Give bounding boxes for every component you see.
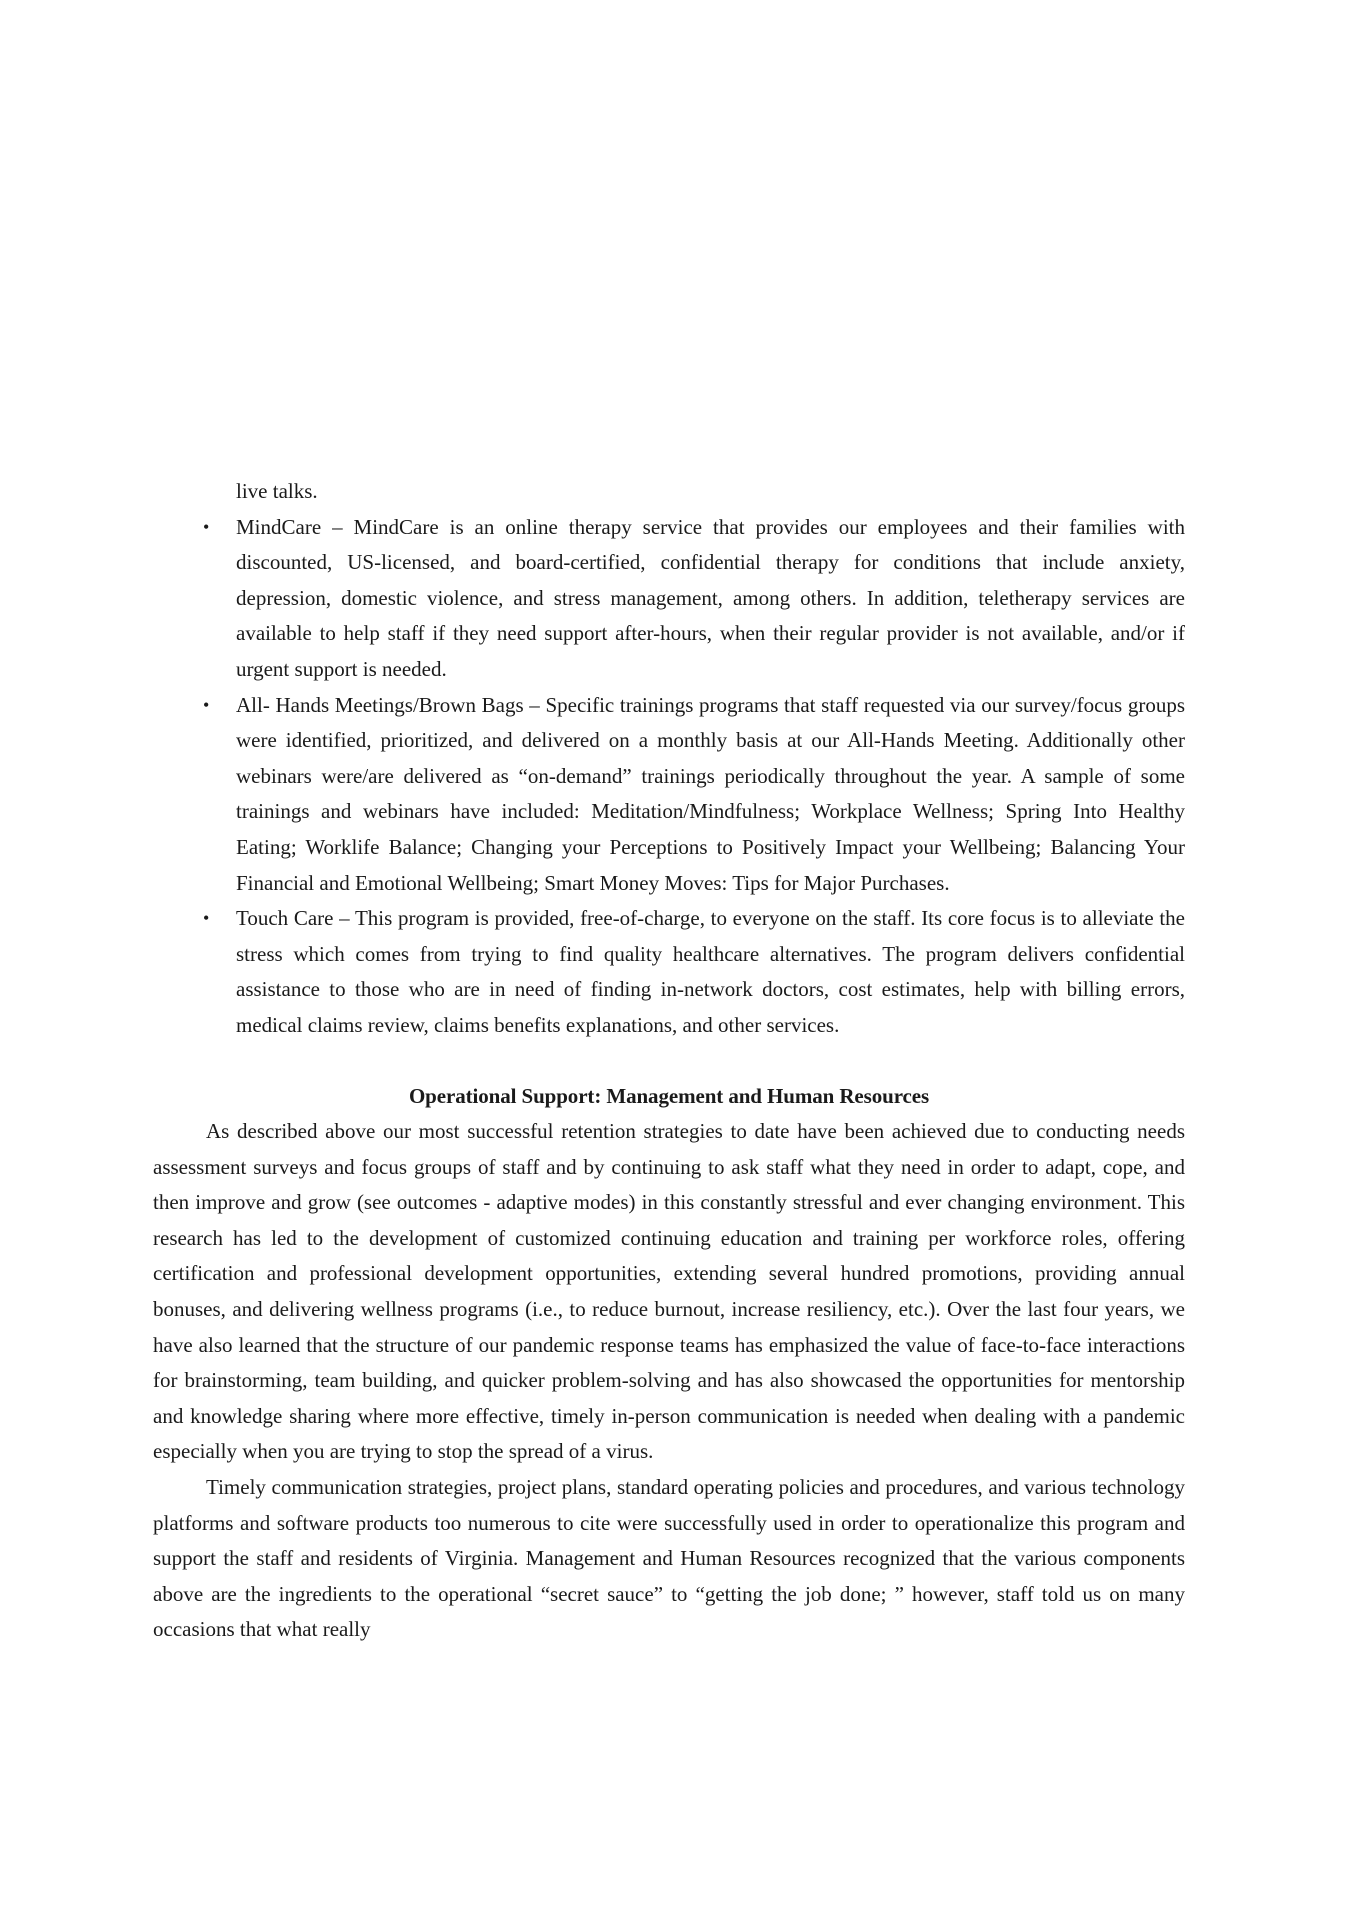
section-heading: Operational Support: Management and Human Resources [408, 1083, 930, 1108]
bullet-icon: • [203, 908, 210, 929]
program-bullet-list [153, 510, 1185, 1044]
body-paragraph-1: As described above our most successful retention strategies to date have been achieved due to conducting needs assessment surveys and focus groups of staff and by continuing to ask staff what they need in order to adapt, cope, and then improve and grow (see outcomes - adaptive modes) in this constantly stressful and ever changing environment. This research has led to the development of customized continuing education and training per workforce roles, offering certification and professional development opportunities, extending several hundred promotions, providing annual bonuses, and delivering wellness programs (i.e., to reduce burnout, increase resiliency, etc.). Over the last four years, we have also learned that the structure of our pandemic response teams has emphasized the value of face-to-face interactions for brainstorming, team building, and quicker problem-solving and has also showcased the opportunities for mentorship and knowledge sharing where more effective, timely in-person communication is needed when dealing with a pandemic especially when you are trying to stop the spread of a virus. [153, 1119, 1185, 1464]
continued-bullet-text: live talks. [236, 479, 318, 503]
bullet-icon: • [203, 694, 210, 715]
bullet-item-touch-care [153, 901, 1185, 1043]
bullet-icon: • [203, 516, 210, 537]
bullet-item-all-hands-meetings [153, 688, 1185, 902]
body-paragraph-2: Timely communication strategies, project plans, standard operating policies and procedures, and various technology platforms and software products too numerous to cite were successfully used in order to operationalize this program and support the staff and residents of Virginia. Management and Human Resources recognized that the various components above are the ingredients to the operational “secret sauce” to “getting the job done; ” however, staff told us on many occasions that what really [153, 1475, 1185, 1642]
bullet-text: MindCare – MindCare is an online therapy service that provides our employees and their families with discounted, US-licensed, and board-certified, confidential therapy for conditions that include anxiety, depression, domestic violence, and stress management, among others. In addition, teletherapy services are available to help staff if they need support after-hours, when their regular provider is not available, and/or if urgent support is needed. [236, 514, 1185, 681]
bullet-item-mindcare [153, 510, 1185, 688]
bullet-text: Touch Care – This program is provided, free-of-charge, to everyone on the staff. Its core focus is to alleviate the stress which comes from trying to find quality healthcare alternatives. The program delivers confidential assistance to those who are in need of finding in-network doctors, cost estimates, help with billing errors, medical claims review, claims benefits explanations, and other services. [236, 906, 1185, 1037]
page-content [153, 474, 1185, 1648]
bullet-text: All- Hands Meetings/Brown Bags – Specific trainings programs that staff requested via our survey/focus groups were identified, prioritized, and delivered on a monthly basis at our All-Hands Meeting. Additionally other webinars were/are delivered as “on-demand” trainings periodically throughout the year. A sample of some trainings and webinars have included: Meditation/Mindfulness; Workplace Wellness; Spring Into Healthy Eating; Worklife Balance; Changing your Perceptions to Positively Impact your Wellbeing; Balancing Your Financial and Emotional Wellbeing; Smart Money Moves: Tips for Major Purchases. [236, 692, 1185, 895]
